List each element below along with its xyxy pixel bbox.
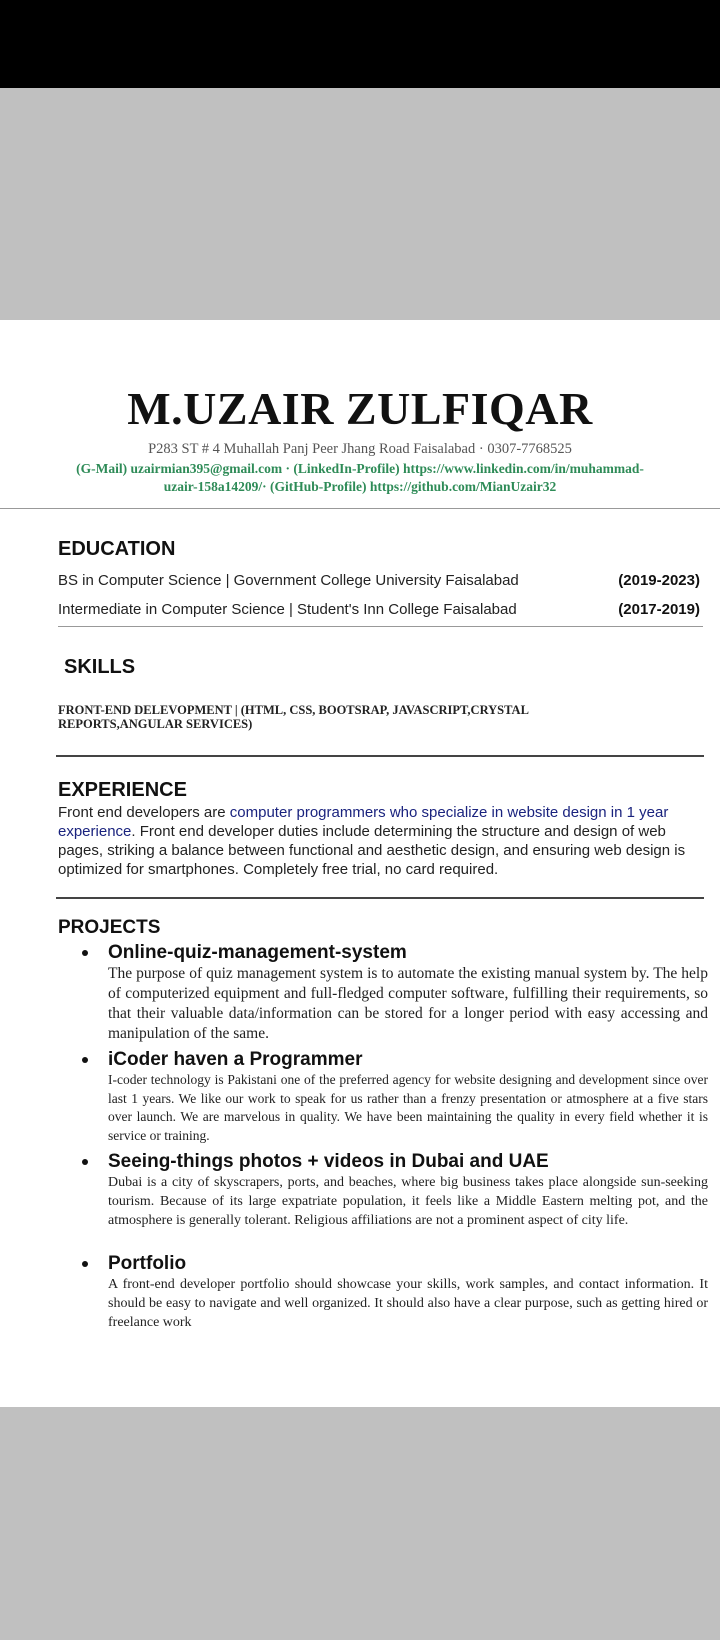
bullet-icon: [82, 950, 88, 956]
education-degree: BS in Computer Science | Government College University Faisalabad: [58, 572, 519, 589]
header-divider: [0, 508, 720, 509]
skills-divider: [56, 755, 704, 757]
experience-accent: computer programmers who specialize in website design in 1 year experience: [58, 804, 669, 840]
project-description: The purpose of quiz management system is to automate the existing manual system by. The help of computerized equipment and full-fledged computer software, fulfilling their requirements, so that their valuable data/information can be stored for a longer period with easy accessing and manipulation of the same.: [108, 965, 708, 1042]
education-heading: EDUCATION: [58, 538, 176, 560]
skills-heading: SKILLS: [64, 656, 136, 678]
project-title: iCoder haven a Programmer: [58, 1049, 708, 1071]
bullet-icon: [82, 1057, 88, 1063]
project-item: [58, 942, 708, 1044]
project-item: [58, 1151, 708, 1230]
experience-text: [58, 803, 706, 879]
education-years: (2017-2019): [618, 601, 700, 618]
skills-text: FRONT-END DELEVOPMENT | (HTML, CSS, BOOTSRAP, JAVASCRIPT,CRYSTAL REPORTS,ANGULAR SERVICES): [58, 703, 529, 731]
viewer-background-top: [0, 88, 720, 320]
project-title: Portfolio: [58, 1253, 708, 1275]
education-years: (2019-2023): [618, 572, 700, 589]
education-divider: [58, 626, 703, 627]
project-item: [58, 1253, 708, 1332]
projects-heading: PROJECTS: [58, 917, 161, 938]
experience-lead: Front end developers are: [58, 804, 230, 821]
experience-heading: EXPERIENCE: [58, 779, 187, 801]
contact-line-1[interactable]: (G-Mail) uzairmian395@gmail.com · (LinkedIn-Profile) https://www.linkedin.com/in/muhammad-: [76, 461, 644, 476]
experience-rest: . Front end developer duties include determining the structure and design of web pages, striking a balance between functional and aesthetic design, and ensuring web design is optimized for smartphones. Completely free trial, no card required.: [58, 823, 686, 878]
education-row: [58, 572, 700, 589]
experience-divider: [56, 897, 704, 899]
project-description: A front-end developer portfolio should showcase your skills, work samples, and contact information. It should be easy to navigate and well organized. It should also have a clear purpose, such as getting hired or freelance work: [108, 1277, 708, 1330]
resume-address: P283 ST # 4 Muhallah Panj Peer Jhang Road Faisalabad · 0307-7768525: [148, 441, 572, 457]
bullet-icon: [82, 1261, 88, 1267]
project-description: I-coder technology is Pakistani one of the preferred agency for website designing and development since over last 1 years. We like our work to speak for us rather than a frenzy presentation or atmosphere at a five stars over launch. We are marvelous in quality. We have been maintaining the quality in every field whether it is service or training.: [108, 1072, 708, 1143]
resume-name: M.UZAIR ZULFIQAR: [127, 383, 593, 434]
project-title: Online-quiz-management-system: [58, 942, 708, 964]
contact-line-2[interactable]: uzair-158a14209/· (GitHub-Profile) https://github.com/MianUzair32: [163, 479, 557, 494]
bullet-icon: [82, 1159, 88, 1165]
viewer-background-bottom: [0, 1407, 720, 1640]
status-bar: [0, 0, 720, 88]
education-degree: Intermediate in Computer Science | Student's Inn College Faisalabad: [58, 601, 517, 618]
contact-links: [55, 460, 665, 496]
project-item: [58, 1049, 708, 1145]
education-row: [58, 601, 700, 618]
project-title: Seeing-things photos + videos in Dubai and UAE: [58, 1151, 708, 1173]
project-description: Dubai is a city of skyscrapers, ports, and beaches, where big business takes place alongside sun-seeking tourism. Because of its large expatriate population, it feels like a Middle Eastern melting pot, and the atmosphere is generally tolerant. Religious affiliations are not a prominent aspect of city life.: [108, 1175, 708, 1228]
resume-page: [0, 320, 720, 1407]
